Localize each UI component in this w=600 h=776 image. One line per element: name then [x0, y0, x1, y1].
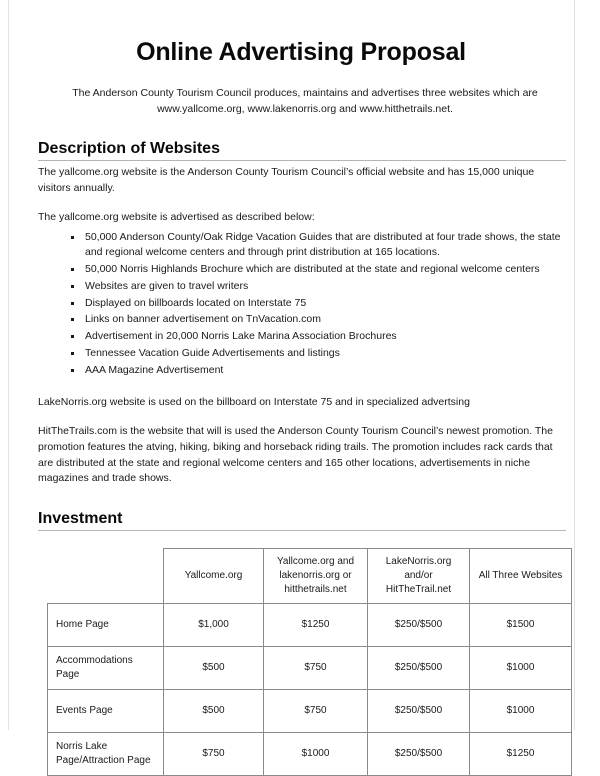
- document-content: [38, 0, 564, 776]
- table-cell: $1000: [264, 733, 368, 776]
- description-paragraph-4: HitTheTrails.com is the website that will is used the Anderson County Tourism Council’s newest promotion. The promotion features the atving, hiking, biking and horseback riding trails. The promotion includes rack cards that are distributed at the state and regional welcome centers and 165 other locations, advertisements in niche magazines and trade shows.: [38, 425, 553, 485]
- table-cell: $1250: [470, 733, 572, 776]
- table-header-row: [48, 549, 572, 604]
- table-cell: $1250: [264, 604, 368, 647]
- table-row: [48, 647, 572, 690]
- table-cell: $1000: [470, 690, 572, 733]
- table-header-cell: LakeNorris.org and/or HitTheTrail.net: [368, 549, 470, 604]
- table-cell: $750: [264, 647, 368, 690]
- table-row: [48, 733, 572, 776]
- page-title: Online Advertising Proposal: [136, 38, 466, 66]
- advertising-bullet-list: [38, 230, 564, 379]
- table-cell: $1,000: [164, 604, 264, 647]
- intro-paragraph: The Anderson County Tourism Council produces, maintains and advertises three websites which are www.yallcome.org, www.lakenorris.org and www.hitthetrails.net.: [72, 86, 538, 116]
- table-cell: $250/$500: [368, 604, 470, 647]
- list-item: Links on banner advertisement on TnVacation.com: [38, 312, 564, 328]
- list-item: AAA Magazine Advertisement: [38, 363, 564, 379]
- section-divider-investment: [38, 530, 566, 531]
- table-row-label: Norris Lake Page/Attraction Page: [48, 733, 164, 776]
- description-paragraph-3: LakeNorris.org website is used on the billboard on Interstate 75 and in specialized advertsing: [38, 396, 470, 409]
- table-cell: $1500: [470, 604, 572, 647]
- list-item: 50,000 Norris Highlands Brochure which are distributed at the state and regional welcome centers: [38, 262, 564, 278]
- table-cell: $500: [164, 690, 264, 733]
- table-header-cell: Yallcome.org and lakenorris.org or hitthetrails.net: [264, 549, 368, 604]
- table-cell: $1000: [470, 647, 572, 690]
- list-item: 50,000 Anderson County/Oak Ridge Vacation Guides that are distributed at four trade shows, the state and regional welcome centers and through print distribution at 165 locations.: [38, 230, 564, 262]
- table-header-cell: Yallcome.org: [164, 549, 264, 604]
- table-cell: $250/$500: [368, 733, 470, 776]
- description-paragraph-2: The yallcome.org website is advertised as described below:: [38, 210, 315, 223]
- list-item: Websites are given to travel writers: [38, 279, 564, 295]
- table-row: [48, 604, 572, 647]
- investment-table-wrapper: [38, 548, 564, 776]
- list-item: Tennessee Vacation Guide Advertisements and listings: [38, 346, 564, 362]
- table-header-cell: All Three Websites: [470, 549, 572, 604]
- table-cell: $750: [164, 733, 264, 776]
- description-paragraph-1: The yallcome.org website is the Anderson County Tourism Council’s official website and has 15,000 unique visitors annually.: [38, 166, 535, 195]
- list-item: Advertisement in 20,000 Norris Lake Marina Association Brochures: [38, 329, 564, 345]
- table-cell: $750: [264, 690, 368, 733]
- spacer: [38, 197, 564, 210]
- section-divider-description: [38, 160, 566, 161]
- section-heading-description: Description of Websites: [38, 140, 220, 158]
- section-heading-investment: Investment: [38, 510, 123, 528]
- investment-table: [47, 548, 572, 776]
- table-row-label: Events Page: [48, 690, 164, 733]
- spacer: [38, 379, 564, 395]
- document-page: [8, 0, 575, 767]
- table-cell: $250/$500: [368, 690, 470, 733]
- table-cell: $250/$500: [368, 647, 470, 690]
- spacer: [38, 411, 564, 424]
- table-header-blank: [48, 549, 164, 604]
- table-row: [48, 690, 572, 733]
- table-row-label: Accommodations Page: [48, 647, 164, 690]
- table-row-label: Home Page: [48, 604, 164, 647]
- list-item: Displayed on billboards located on Interstate 75: [38, 296, 564, 312]
- table-cell: $500: [164, 647, 264, 690]
